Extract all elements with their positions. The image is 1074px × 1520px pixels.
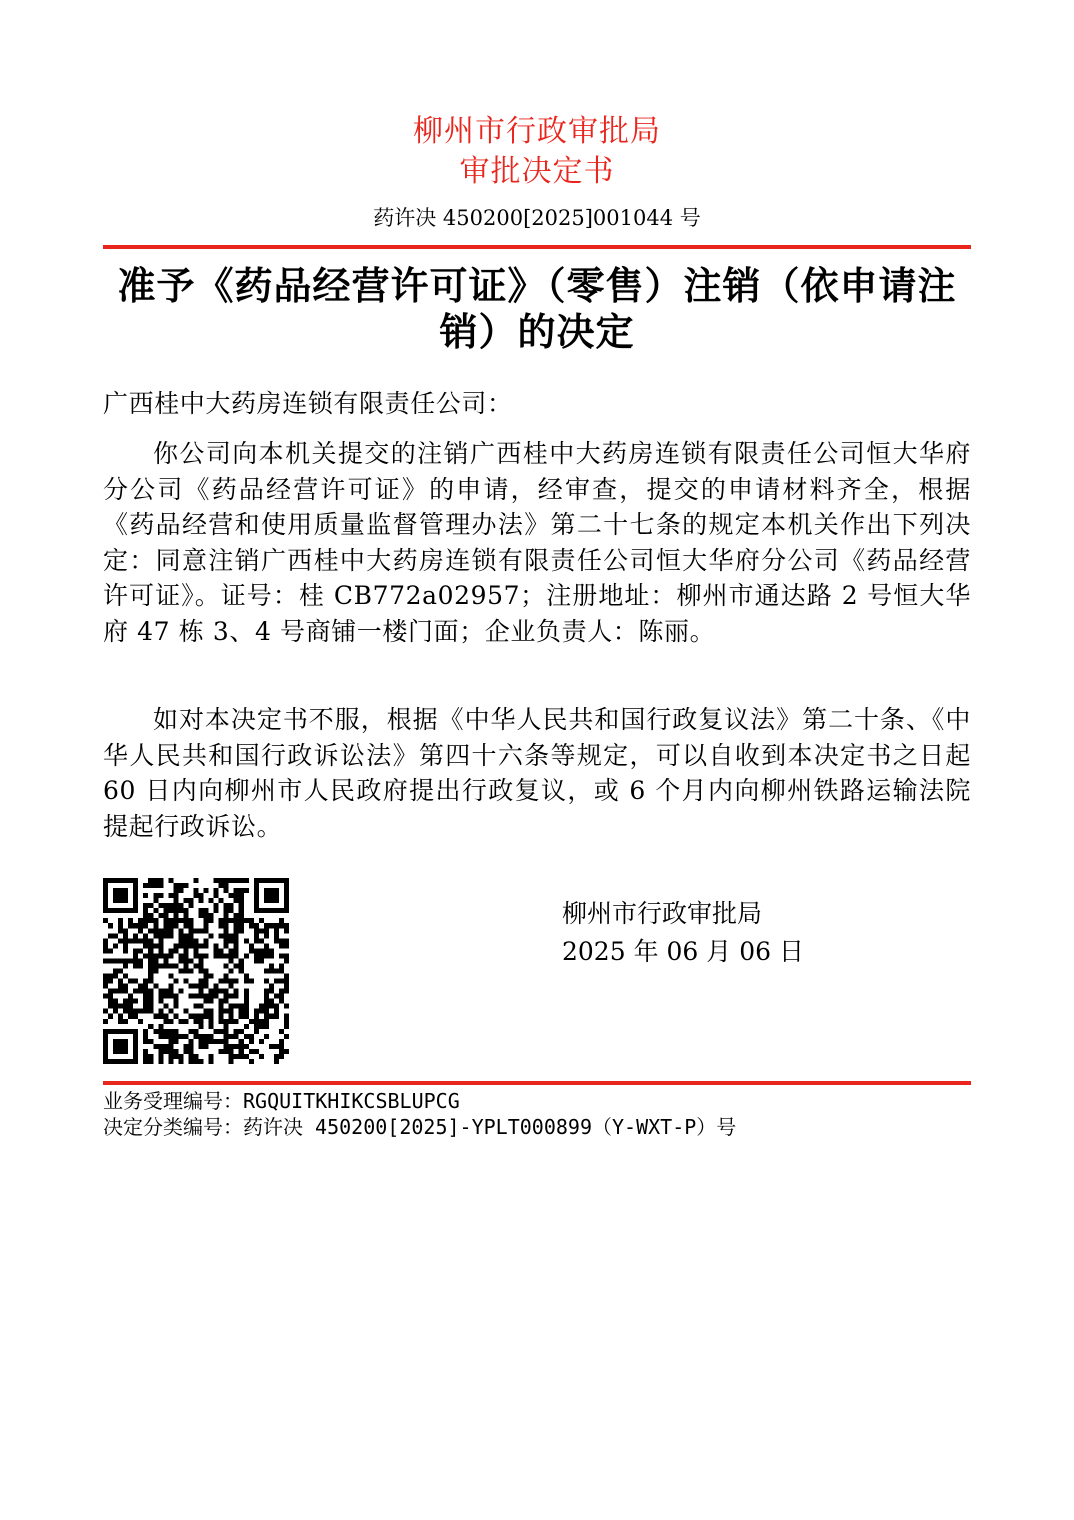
decision-title: 准予《药品经营许可证》（零售）注销（依申请注销）的决定	[117, 264, 957, 354]
top-divider	[103, 245, 971, 249]
decision-paragraph: 你公司向本机关提交的注销广西桂中大药房连锁有限责任公司恒大华府分公司《药品经营许可证》的申请，经审查，提交的申请材料齐全，根据《药品经营和使用质量监督管理办法》第二十七条的规定本机关作出下列决定：同意注销广西桂中大药房连锁有限责任公司恒大华府分公司《药品经营许可证》。证号：桂 CB772a02957；注册地址：柳州市通达路 2 号恒大华府 47 栋 3、4 号商铺一楼门面；企业负责人：陈丽。	[103, 439, 971, 646]
signature-date: 2025 年 06 月 06 日	[562, 937, 804, 966]
bottom-divider	[103, 1081, 971, 1085]
business-number: 业务受理编号：RGQUITKHIKCSBLUPCG	[103, 1089, 460, 1113]
qr-code-icon	[103, 878, 289, 1064]
appeal-paragraph: 如对本决定书不服，根据《中华人民共和国行政复议法》第二十条、《中华人民共和国行政诉讼法》第四十六条等规定，可以自收到本决定书之日起 60 日内向柳州市人民政府提出行政复议，或 6 个月内向柳州铁路运输法院提起行政诉讼。	[103, 705, 971, 841]
signature-agency: 柳州市行政审批局	[562, 899, 763, 928]
document-number: 药许决 450200[2025]001044 号	[373, 206, 701, 230]
salutation: 广西桂中大药房连锁有限责任公司：	[103, 389, 513, 418]
agency-header: 柳州市行政审批局	[413, 114, 661, 149]
document-type: 审批决定书	[459, 154, 615, 189]
classification-number: 决定分类编号：药许决 450200[2025]-YPLT000899（Y-WXT-P）号	[103, 1115, 737, 1139]
